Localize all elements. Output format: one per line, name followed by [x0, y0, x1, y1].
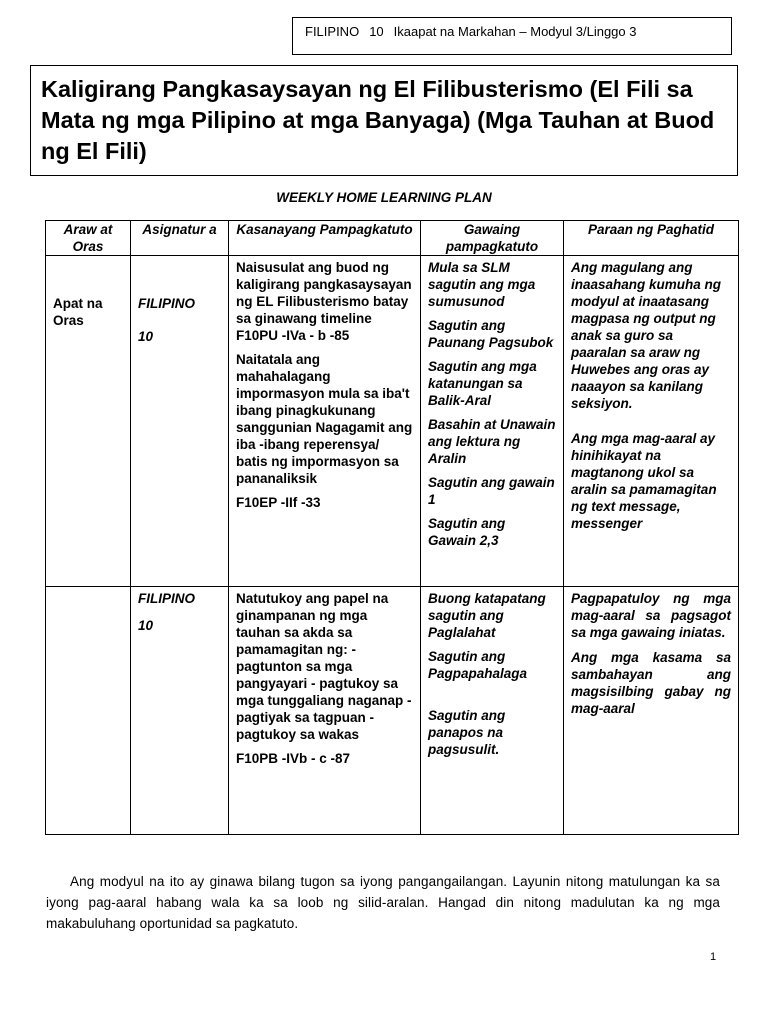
intro-paragraph: Ang modyul na ito ay ginawa bilang tugon sa iyong pangangailangan. Layunin nitong matulungan ka sa iyong pag-aaral habang wala ka sa loob ng silid-aralan. Hangad din nitong madulutan ka ng mga makabuluhang oportunidad sa pagkatuto. — [46, 873, 720, 931]
activity-text: Sagutin ang panapos na pagsusulit. — [428, 708, 506, 757]
header-grade: 10 — [369, 24, 384, 39]
competency-text: Naitatala ang mahahalagang impormasyon mula sa iba't ibang pinagkukunang sanggunian Nagagamit ang iba -ibang reperensya/ batis ng impormasyon sa pananaliksik — [236, 352, 413, 486]
activity-text: Basahin at Unawain ang lektura ng Aralin — [428, 417, 556, 466]
activity-text: Sagutin ang Gawain 2,3 — [428, 516, 506, 548]
module-title: Kaligirang Pangkasaysayan ng El Filibusterismo (El Fili sa Mata ng mga Pilipino at mga Banyaga) (Mga Tauhan at Buod ng El Fili) — [30, 65, 738, 176]
column-header-day: Araw at Oras — [46, 221, 131, 256]
activity-text: Sagutin ang Pagpapahalaga — [428, 649, 528, 681]
activity-text: Sagutin ang Paunang Pagsubok — [428, 318, 554, 350]
column-header-competency: Kasanayang Pampagkatuto — [229, 221, 421, 256]
cell-subject — [131, 256, 229, 587]
plan-heading: WEEKLY HOME LEARNING PLAN — [276, 190, 492, 205]
delivery-text: Ang magulang ang inaasahang kumuha ng modyul at inaatasang magpasa ng output ng anak sa guro sa paaralan sa araw ng Huwebes ang oras ay naaayon sa kanilang seksiyon. — [571, 260, 722, 411]
competency-code: F10EP -IIf -33 — [236, 495, 321, 510]
cell-day — [46, 587, 131, 835]
grade-label: 10 — [138, 329, 154, 344]
activity-text: Sagutin ang mga katanungan sa Balik-Aral — [428, 359, 537, 408]
cell-activity — [421, 256, 564, 587]
cell-competency — [229, 587, 421, 835]
learning-plan-table — [45, 220, 739, 835]
table-row — [46, 256, 739, 587]
activity-text: Mula sa SLM sagutin ang mga sumusunod — [428, 260, 536, 309]
activity-text: Sagutin ang gawain 1 — [428, 475, 555, 507]
table-row — [46, 587, 739, 835]
column-header-subject: Asignatur a — [131, 221, 229, 256]
cell-day — [46, 256, 131, 587]
page-number: 1 — [710, 951, 717, 963]
cell-activity — [421, 587, 564, 835]
activity-text: Buong katapatang sagutin ang Paglalahat — [428, 591, 546, 640]
header-quarter-module: Ikaapat na Markahan – Modyul 3/Linggo 3 — [393, 24, 637, 39]
cell-subject — [131, 587, 229, 835]
delivery-text: Ang mga mag-aaral ay hinihikayat na magtanong ukol sa aralin sa pamamagitan ng text message, messenger — [571, 431, 717, 531]
grade-label: 10 — [138, 618, 154, 633]
delivery-text: Pagpapatuloy ng mga mag-aaral sa pagsagot sa mga gawaing iniatas. — [571, 591, 731, 640]
competency-code: F10PB -IVb - c -87 — [236, 751, 351, 766]
cell-competency — [229, 256, 421, 587]
delivery-text: Ang mga kasama sa sambahayan ang magsisilbing gabay ng mag-aaral — [571, 650, 731, 716]
header-subject: FILIPINO — [305, 24, 360, 39]
day-label: Apat na Oras — [53, 296, 103, 328]
table-header-row — [46, 221, 739, 256]
competency-text: Natutukoy ang papel na ginampanan ng mga tauhan sa akda sa pamamagitan ng: - pagtunton sa mga pangyayari - pagtukoy sa mga tunggaliang naganap - pagtiyak sa tagpuan - pagtukoy sa wakas — [236, 591, 412, 742]
cell-delivery — [564, 587, 739, 835]
competency-text: Naisusulat ang buod ng kaligirang pangkasaysayan ng EL Filibusterismo batay sa ginawang timeline F10PU -IVa - b -85 — [236, 260, 412, 343]
subject-label: FILIPINO — [138, 296, 195, 311]
column-header-activity: Gawaing pampagkatuto — [421, 221, 564, 256]
module-header — [292, 17, 732, 55]
column-header-delivery: Paraan ng Paghatid — [564, 221, 739, 256]
cell-delivery — [564, 256, 739, 587]
subject-label: FILIPINO — [138, 591, 195, 606]
